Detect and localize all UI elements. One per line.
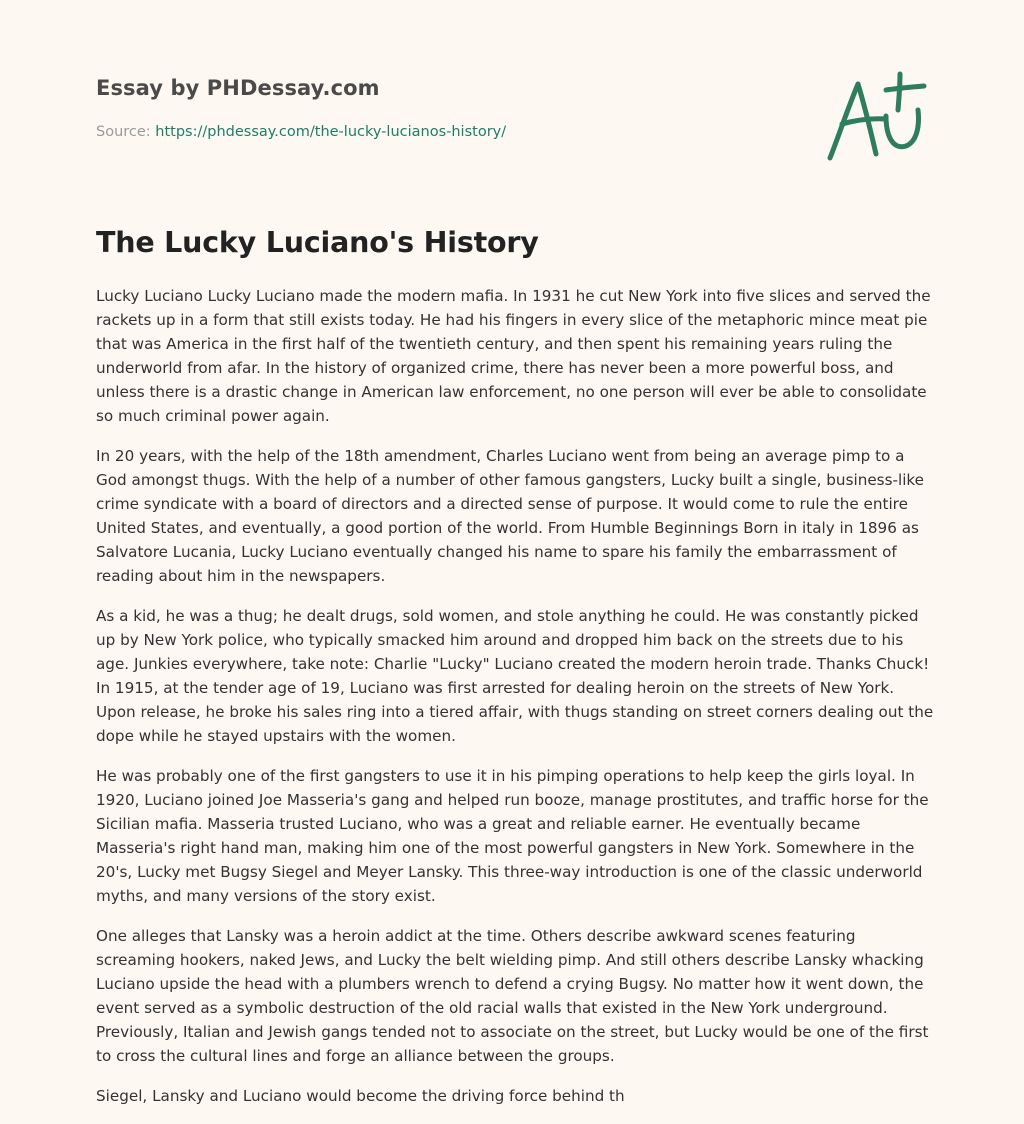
source-label: Source: <box>96 124 156 140</box>
brand-title: Essay by PHDessay.com <box>96 76 380 100</box>
source-line <box>96 124 506 140</box>
essay-title: The Lucky Luciano's History <box>96 226 539 259</box>
a-plus-logo-icon <box>820 68 930 168</box>
essay-paragraph: As a kid, he was a thug; he dealt drugs, sold women, and stole anything he could. He was constantly picked up by New York police, who typically smacked him around and dropped him back on the streets due to his age. Junkies everywhere, take note: Charlie "Lucky" Luciano created the modern heroin trade. Thanks Chuck! In 1915, at the tender age of 19, Luciano was first arrested for dealing heroin on the streets of New York. Upon release, he broke his sales ring into a tiered affair, with thugs standing on street corners dealing out the dope while he stayed upstairs with the women. <box>96 607 934 745</box>
essay-paragraph: One alleges that Lansky was a heroin addict at the time. Others describe awkward scenes featuring screaming hookers, naked Jews, and Lucky the belt wielding pimp. And still others describe Lansky whacking Luciano upside the head with a plumbers wrench to defend a crying Bugsy. No matter how it went down, the event served as a symbolic destruction of the old racial walls that existed in the New York underground. Previously, Italian and Jewish gangs tended not to associate on the street, but Lucky would be one of the first to cross the cultural lines and forge an alliance between the groups. <box>96 927 929 1065</box>
essay-paragraph: He was probably one of the first gangsters to use it in his pimping operations to help keep the girls loyal. In 1920, Luciano joined Joe Masseria's gang and helped run booze, manage prostitutes, and traffic horse for the Sicilian mafia. Masseria trusted Luciano, who was a great and reliable earner. He eventually became Masseria's right hand man, making him one of the most powerful gangsters in New York. Somewhere in the 20's, Lucky met Bugsy Siegel and Meyer Lansky. This three-way introduction is one of the classic underworld myths, and many versions of the story exist. <box>96 767 929 905</box>
essay-paragraph: Lucky Luciano Lucky Luciano made the modern mafia. In 1931 he cut New York into five slices and served the rackets up in a form that still exists today. He had his fingers in every slice of the metaphoric mince meat pie that was America in the first half of the twentieth century, and then spent his remaining years ruling the underworld from afar. In the history of organized crime, there has never been a more powerful boss, and unless there is a drastic change in American law enforcement, no one person will ever be able to consolidate so much criminal power again. <box>96 287 931 425</box>
essay-body <box>96 284 936 1124</box>
essay-paragraph: Siegel, Lansky and Luciano would become the driving force behind th <box>96 1087 625 1105</box>
source-link[interactable]: https://phdessay.com/the-lucky-lucianos-history/ <box>155 124 507 140</box>
essay-paragraph: In 20 years, with the help of the 18th amendment, Charles Luciano went from being an average pimp to a God amongst thugs. With the help of a number of other famous gangsters, Lucky built a single, business-like crime syndicate with a board of directors and a directed sense of purpose. It would come to rule the entire United States, and eventually, a good portion of the world. From Humble Beginnings Born in italy in 1896 as Salvatore Lucania, Lucky Luciano eventually changed his name to spare his family the embarrassment of reading about him in the newspapers. <box>96 447 925 585</box>
